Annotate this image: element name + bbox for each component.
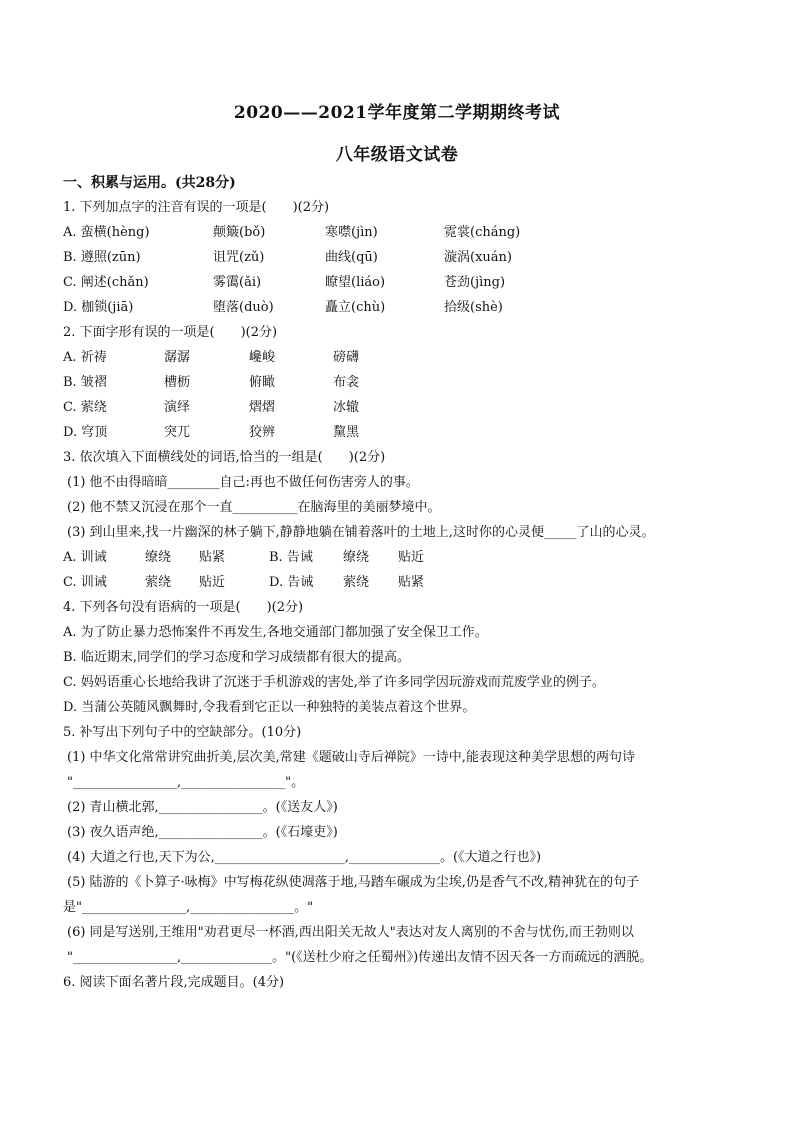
- q2-word: 突兀: [164, 425, 191, 440]
- q1-word: 瞭望(liáo): [325, 275, 386, 290]
- q3-word: 缭绕: [145, 550, 172, 565]
- q2-word: 演绎: [164, 400, 191, 415]
- q1-word: 漩涡(xuán): [444, 250, 512, 265]
- question-2-stem: 2. 下面字形有误的一项是( )(2分): [63, 325, 278, 340]
- q2-word: 布衾: [333, 375, 360, 390]
- q2-word: 俯瞰: [249, 375, 276, 390]
- q1-word: 寒噤(jìn): [325, 225, 378, 240]
- q1-option: B. 遵照(zūn): [63, 250, 141, 265]
- question-4-stem: 4. 下列各句没有语病的一项是( )(2分): [63, 600, 304, 615]
- q2-word: 熠熠: [249, 400, 276, 415]
- q3-word: 贴近: [398, 550, 425, 565]
- q4-option-a: A. 为了防止暴力恐怖案件不再发生,各地交通部门都加强了安全保卫工作。: [63, 625, 488, 640]
- q4-option-d: D. 当蒲公英随风飘舞时,令我看到它正以一种独特的美装点着这个世界。: [63, 700, 476, 715]
- q1-word: 雾霭(ǎi): [213, 275, 262, 290]
- section-heading: 一、积累与运用。(共28分): [63, 175, 236, 191]
- q3-word: 贴紧: [199, 550, 226, 565]
- q1-word: 堕落(duò): [213, 300, 274, 315]
- q1-word: 矗立(chù): [325, 300, 386, 315]
- q3-word: 缭绕: [343, 550, 370, 565]
- question-6-stem: 6. 阅读下面名著片段,完成题目。(4分): [63, 975, 285, 990]
- q5-blank-line: 是"________________,________________。": [63, 900, 314, 915]
- q1-word: 诅咒(zǔ): [213, 250, 265, 265]
- exam-subtitle: 八年级语文试卷: [335, 145, 459, 165]
- q3-sentence-1: (1) 他不由得暗暗________自己:再也不做任何伤害旁人的事。: [67, 475, 419, 490]
- q3-option: C. 训诫: [63, 575, 107, 590]
- q5-item-6: (6) 同是写送别,王维用"劝君更尽一杯酒,西出阳关无故人"表达对友人离别的不舍与忧伤,而王勃则以: [67, 925, 634, 940]
- q2-word: 巉峻: [249, 350, 276, 365]
- question-5-stem: 5. 补写出下列句子中的空缺部分。(10分): [63, 725, 302, 740]
- q5-blank-line: "________________,________________"。: [67, 775, 305, 790]
- q1-word: 拾级(shè): [444, 300, 503, 315]
- q2-word: 磅礴: [333, 350, 360, 365]
- q2-word: 槽枥: [164, 375, 191, 390]
- q3-word: 贴紧: [398, 575, 425, 590]
- q5-item-5: (5) 陆游的《卜算子·咏梅》中写梅花纵使凋落于地,马踏车碾成为尘埃,仍是香气不改,精神犹在的句子: [67, 875, 640, 890]
- q3-word: 萦绕: [145, 575, 172, 590]
- q3-word: 萦绕: [343, 575, 370, 590]
- q2-option: C. 萦绕: [63, 400, 107, 415]
- q2-option: D. 穹顶: [63, 425, 108, 440]
- q5-item-4: (4) 大道之行也,天下为公,____________________,______________。(《大道之行也》): [67, 850, 542, 865]
- q1-word: 霓裳(cháng): [444, 225, 521, 240]
- q3-word: 贴近: [199, 575, 226, 590]
- q5-blank-line: "________________,______________。"(《送杜少府之任蜀州》)传递出友情不因天各一方而疏远的洒脱。: [67, 950, 653, 965]
- q2-word: 狡辨: [249, 425, 276, 440]
- q3-option: D. 告诫: [269, 575, 314, 590]
- q2-word: 冰辙: [333, 400, 360, 415]
- q1-option: D. 枷锁(jiā): [63, 300, 134, 315]
- q3-sentence-2: (2) 他不禁又沉浸在那个一直__________在脑海里的美丽梦境中。: [67, 500, 441, 515]
- q4-option-b: B. 临近期末,同学们的学习态度和学习成绩都有很大的提高。: [63, 650, 410, 665]
- q5-item-3: (3) 夜久语声绝,________________。(《石壕吏》): [67, 825, 338, 840]
- q2-option: B. 皱褶: [63, 375, 107, 390]
- q2-option: A. 祈祷: [63, 350, 107, 365]
- question-1-stem: 1. 下列加点字的注音有误的一项是( )(2分): [63, 200, 330, 215]
- q1-word: 苍劲(jìng): [444, 275, 506, 290]
- question-3-stem: 3. 依次填入下面横线处的词语,恰当的一组是( )(2分): [63, 450, 386, 465]
- q1-word: 颠簸(bǒ): [213, 225, 266, 240]
- q5-item-1: (1) 中华文化常常讲究曲折美,层次美,常建《题破山寺后禅院》一诗中,能表现这种美学思想的两句诗: [67, 750, 635, 765]
- q1-word: 曲线(qū): [325, 250, 378, 265]
- exam-title: 2020——2021学年度第二学期期终考试: [233, 103, 561, 123]
- q3-sentence-3: (3) 到山里来,找一片幽深的林子躺下,静静地躺在铺着落叶的土地上,这时你的心灵便_____了山的心灵。: [67, 525, 655, 540]
- q5-item-2: (2) 青山横北郭,________________。(《送友人》): [67, 800, 338, 815]
- q2-word: 潺潺: [164, 350, 191, 365]
- q4-option-c: C. 妈妈语重心长地给我讲了沉迷于手机游戏的害处,举了许多同学因玩游戏而荒废学业的例子。: [63, 675, 605, 690]
- q3-option: B. 告诫: [269, 550, 313, 565]
- q2-word: 黧黑: [333, 425, 360, 440]
- q1-option: A. 蛮横(hèng): [63, 225, 150, 240]
- q3-option: A. 训诫: [63, 550, 107, 565]
- q1-option: C. 阐述(chǎn): [63, 275, 149, 290]
